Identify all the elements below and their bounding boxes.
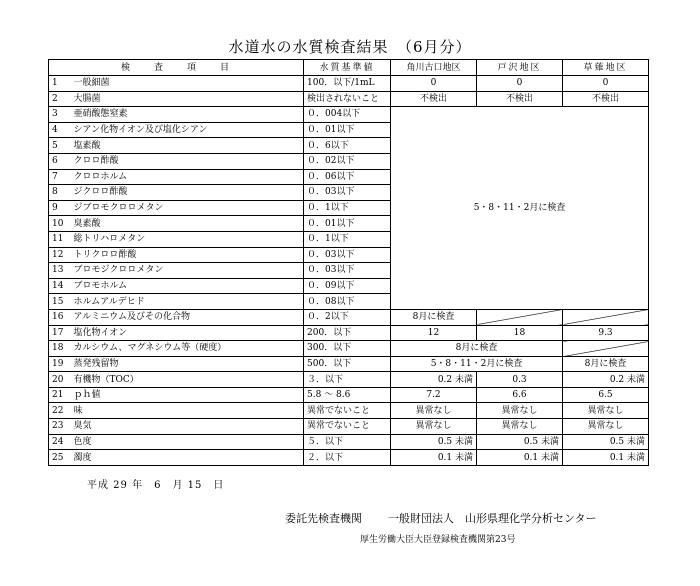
site2-value: 異常なし [477,419,563,435]
site2-value: 0.1 未満 [477,450,563,466]
row-standard: ０．1以下 [304,231,391,247]
row-item: 大腸菌 [71,91,304,107]
sites12-schedule-note: 5・8・11・2月に検査 [391,356,563,372]
water-quality-table [48,59,649,466]
row-standard: ０．1以下 [304,200,391,216]
row-standard: ０．03以下 [304,247,391,263]
site1-value: 異常なし [391,419,477,435]
row-number: 8 [49,185,71,201]
row-number: 14 [49,278,71,294]
row-item: 塩化物イオン [71,325,304,341]
table-row [49,309,649,325]
row-standard: ０．01以下 [304,122,391,138]
row-number: 5 [49,138,71,154]
site2-not-applicable [477,309,563,325]
row-standard: 異常でないこと [304,403,391,419]
row-standard: ０．6以下 [304,138,391,154]
site3-value: 0.1 未満 [563,450,649,466]
row-number: 7 [49,169,71,185]
row-item: ジブロモクロロメタン [71,200,304,216]
site1-value: 0 [391,76,477,92]
row-item: 蒸発残留物 [71,356,304,372]
row-standard: ３．以下 [304,372,391,388]
row-number: 24 [49,434,71,450]
row-number: 19 [49,356,71,372]
site1-value: 12 [391,325,477,341]
header-standard: 水質基準値 [304,60,391,76]
row-item: シアン化物イオン及び塩化シアン [71,122,304,138]
table-row [49,372,649,388]
row-standard: ０．08以下 [304,294,391,310]
sites12-schedule-note: 8月に検査 [391,341,563,357]
site3-value: 0 [563,76,649,92]
row-item: 有機物（TOC） [71,372,304,388]
site3-value: 9.3 [563,325,649,341]
table-row [49,434,649,450]
site1-schedule-note: 8月に検査 [391,309,477,325]
row-number: 15 [49,294,71,310]
row-number: 1 [49,76,71,92]
row-standard: 200．以下 [304,325,391,341]
row-item: 亜硝酸態窒素 [71,107,304,123]
report-date: 平成 29 年 6 月 15 日 [87,480,225,491]
site3-value: 0.2 未満 [563,372,649,388]
row-number: 2 [49,91,71,107]
row-item: 味 [71,403,304,419]
table-row [49,356,649,372]
row-item: カルシウム、マグネシウム等（硬度） [71,341,304,357]
agency-label: 委託先検査機関 [285,512,362,525]
row-item: 濁度 [71,450,304,466]
row-standard: 異常でないこと [304,419,391,435]
header-site2: 戸沢地区 [477,60,563,76]
row-item: 臭気 [71,419,304,435]
header-item: 検 査 項 目 [49,60,304,76]
agency-name: 一般財団法人 山形県理化学分析センター [388,512,597,525]
site1-value: 0.1 未満 [391,450,477,466]
site3-value: 異常なし [563,403,649,419]
row-standard: ０．06以下 [304,169,391,185]
row-item: ブロモホルム [71,278,304,294]
site2-value: 不検出 [477,91,563,107]
inspection-schedule-note: 5・8・11・2月に検査 [391,107,649,310]
row-item: 臭素酸 [71,216,304,232]
table-row [49,325,649,341]
site3-value: 6.5 [563,387,649,403]
row-item: ジクロロ酢酸 [71,185,304,201]
site3-not-applicable [563,309,649,325]
row-number: 23 [49,419,71,435]
row-standard: ０．03以下 [304,185,391,201]
site1-value: 不検出 [391,91,477,107]
site1-value: 7.2 [391,387,477,403]
row-standard: ０．2以下 [304,309,391,325]
row-standard: ２．以下 [304,450,391,466]
table-header-row [49,60,649,76]
row-standard: ０．01以下 [304,216,391,232]
site2-value: 異常なし [477,403,563,419]
table-row [49,419,649,435]
row-number: 9 [49,200,71,216]
row-number: 6 [49,153,71,169]
site3-value: 異常なし [563,419,649,435]
table-row [49,450,649,466]
row-item: 一般細菌 [71,76,304,92]
row-item: 色度 [71,434,304,450]
site3-schedule-note: 8月に検査 [563,356,649,372]
site1-value: 0.2 未満 [391,372,477,388]
site1-value: 異常なし [391,403,477,419]
row-standard: 300．以下 [304,341,391,357]
row-standard: 100．以下/1mL [304,76,391,92]
row-number: 3 [49,107,71,123]
table-row [49,341,649,357]
site2-value: 6.6 [477,387,563,403]
row-number: 12 [49,247,71,263]
row-item: ブロモジクロロメタン [71,263,304,279]
row-number: 21 [49,387,71,403]
registration-number: 厚生労働大臣大臣登録検査機関第23号 [360,535,516,545]
header-site1: 角川古口地区 [391,60,477,76]
row-standard: 500．以下 [304,356,391,372]
page-title: 水道水の水質検査結果 （6月分） [228,38,472,56]
row-number: 11 [49,231,71,247]
row-standard: ０．02以下 [304,153,391,169]
row-standard: ０．03以下 [304,263,391,279]
row-number: 4 [49,122,71,138]
row-number: 10 [49,216,71,232]
row-number: 25 [49,450,71,466]
row-standard: 5.8 ～ 8.6 [304,387,391,403]
row-item: クロロ酢酸 [71,153,304,169]
table-row [49,76,649,92]
row-number: 13 [49,263,71,279]
row-item: ホルムアルデヒド [71,294,304,310]
site1-value: 0.5 未満 [391,434,477,450]
site2-value: 18 [477,325,563,341]
row-item: 塩素酸 [71,138,304,154]
table-row [49,107,649,123]
row-item: クロロホルム [71,169,304,185]
table-row [49,387,649,403]
site3-not-applicable [563,341,649,357]
site2-value: 0 [477,76,563,92]
row-item: トリクロロ酢酸 [71,247,304,263]
row-number: 22 [49,403,71,419]
row-item: アルミニウム及びその化合物 [71,309,304,325]
row-number: 17 [49,325,71,341]
row-standard: 検出されないこと [304,91,391,107]
row-standard: ０．004以下 [304,107,391,123]
row-item: 総トリハロメタン [71,231,304,247]
row-number: 16 [49,309,71,325]
site3-value: 0.5 未満 [563,434,649,450]
row-standard: ０．09以下 [304,278,391,294]
table-row [49,91,649,107]
table-row [49,403,649,419]
site3-value: 不検出 [563,91,649,107]
row-item: ｐｈ値 [71,387,304,403]
row-standard: ５．以下 [304,434,391,450]
site2-value: 0.5 未満 [477,434,563,450]
row-number: 20 [49,372,71,388]
site2-value: 0.3 [477,372,563,388]
header-site3: 草薙地区 [563,60,649,76]
row-number: 18 [49,341,71,357]
